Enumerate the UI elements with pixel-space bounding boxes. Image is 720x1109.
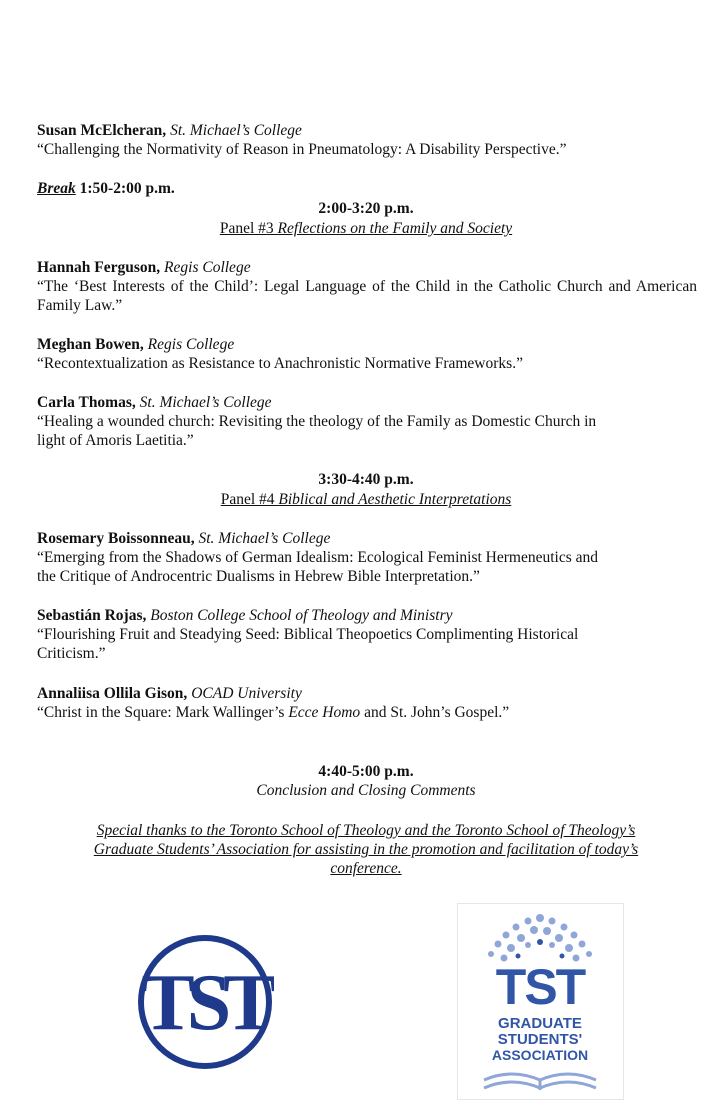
- panel4-time: 3:30-4:40 p.m.: [318, 471, 414, 488]
- talk-title-line: Criticism.”: [37, 645, 106, 662]
- speaker-header: [37, 335, 697, 354]
- break-label: Break: [37, 180, 76, 197]
- speaker-header: [37, 684, 697, 703]
- closing-time: 4:40-5:00 p.m.: [318, 763, 414, 780]
- closing-title: Conclusion and Closing Comments: [256, 782, 476, 799]
- speaker-affiliation: OCAD University: [191, 685, 302, 702]
- gsa-logo: [457, 903, 624, 1100]
- panel3-prefix: Panel #3: [219, 220, 278, 237]
- talk-title: “The ‘Best Interests of the Child’: Legal Language of the Child in the Catholic Church and American Family Law.”: [37, 278, 697, 314]
- talk-title-line: “Healing a wounded church: Revisiting the theology of the Family as Domestic Church in: [37, 413, 597, 430]
- gsa-line2: STUDENTS': [497, 1031, 583, 1048]
- speaker-affiliation: St. Michael’s College: [170, 122, 302, 139]
- talk-title-pre: “Christ in the Square: Mark Wallinger’s: [37, 704, 289, 721]
- speaker-affiliation: Boston College School of Theology and Ministry: [150, 607, 453, 624]
- break-line: [37, 179, 697, 198]
- talk-title: “Challenging the Normativity of Reason in Pneumatology: A Disability Perspective.”: [37, 141, 567, 158]
- speaker-name: Annaliisa Ollila Gison,: [37, 685, 188, 702]
- speaker-entry: [37, 258, 697, 315]
- speaker-header: [37, 606, 697, 625]
- speaker-affiliation: St. Michael’s College: [198, 530, 331, 547]
- talk-title-line: “Flourishing Fruit and Steadying Seed: Biblical Theopoetics Complimenting Historical: [37, 626, 579, 643]
- thanks-line: conference.: [330, 860, 402, 877]
- speaker-entry: [37, 529, 697, 586]
- speaker-header: [37, 258, 697, 277]
- speaker-header: [37, 121, 697, 140]
- talk-title-line: the Critique of Androcentric Dualisms in Hebrew Bible Interpretation.”: [37, 568, 480, 585]
- gsa-tst-letters: TST: [495, 959, 585, 1015]
- talk-title-line: light of Amoris Laetitia.”: [37, 432, 194, 449]
- speaker-entry: [37, 606, 697, 663]
- tst-logo-letters: TST: [141, 959, 269, 1047]
- talk-title: [37, 703, 697, 722]
- panel4-prefix: Panel #4: [220, 491, 279, 508]
- tree-dots-icon: [488, 914, 592, 962]
- speaker-header: [37, 393, 697, 412]
- speaker-name: Rosemary Boissonneau,: [37, 530, 195, 547]
- speaker-name: Meghan Bowen,: [37, 336, 144, 353]
- speaker-entry: [37, 121, 697, 159]
- panel4-title: Biblical and Aesthetic Interpretations: [278, 491, 512, 508]
- speaker-entry: [37, 684, 697, 722]
- speaker-name: Susan McElcheran,: [37, 122, 167, 139]
- gsa-logo-graphic: [458, 904, 623, 1099]
- panel4-heading: [0, 490, 720, 509]
- talk-title-post: and St. John’s Gospel.”: [360, 704, 510, 721]
- gsa-line1: GRADUATE: [498, 1015, 582, 1032]
- speaker-entry: [37, 335, 697, 373]
- speaker-name: Hannah Ferguson,: [37, 259, 161, 276]
- speaker-entry: [37, 393, 697, 450]
- break-time: 1:50-2:00 p.m.: [79, 180, 175, 197]
- speaker-affiliation: Regis College: [164, 259, 251, 276]
- panel3-title: Reflections on the Family and Society: [277, 220, 513, 237]
- open-book-icon: [484, 1074, 596, 1090]
- speaker-name: Carla Thomas,: [37, 394, 136, 411]
- panel3-heading: [0, 219, 720, 238]
- talk-title: “Recontextualization as Resistance to Anachronistic Normative Frameworks.”: [37, 355, 523, 372]
- speaker-header: [37, 529, 697, 548]
- thanks-line: Graduate Students’ Association for assisting in the promotion and facilitation of today’s: [93, 841, 639, 858]
- talk-title-line: “Emerging from the Shadows of German Idealism: Ecological Feminist Hermeneutics and: [37, 549, 599, 566]
- gsa-line3: ASSOCIATION: [491, 1047, 589, 1063]
- panel4-title-wrap: [221, 491, 512, 508]
- speaker-name: Sebastián Rojas,: [37, 607, 147, 624]
- speaker-affiliation: Regis College: [147, 336, 235, 353]
- talk-title-italic: Ecce Homo: [288, 704, 361, 721]
- tst-logo: [136, 933, 274, 1071]
- panel3-time: 2:00-3:20 p.m.: [318, 200, 414, 217]
- thanks-line: Special thanks to the Toronto School of Theology and the Toronto School of Theology’s: [96, 822, 636, 839]
- panel3-title-wrap: [220, 220, 512, 237]
- speaker-affiliation: St. Michael’s College: [139, 394, 272, 411]
